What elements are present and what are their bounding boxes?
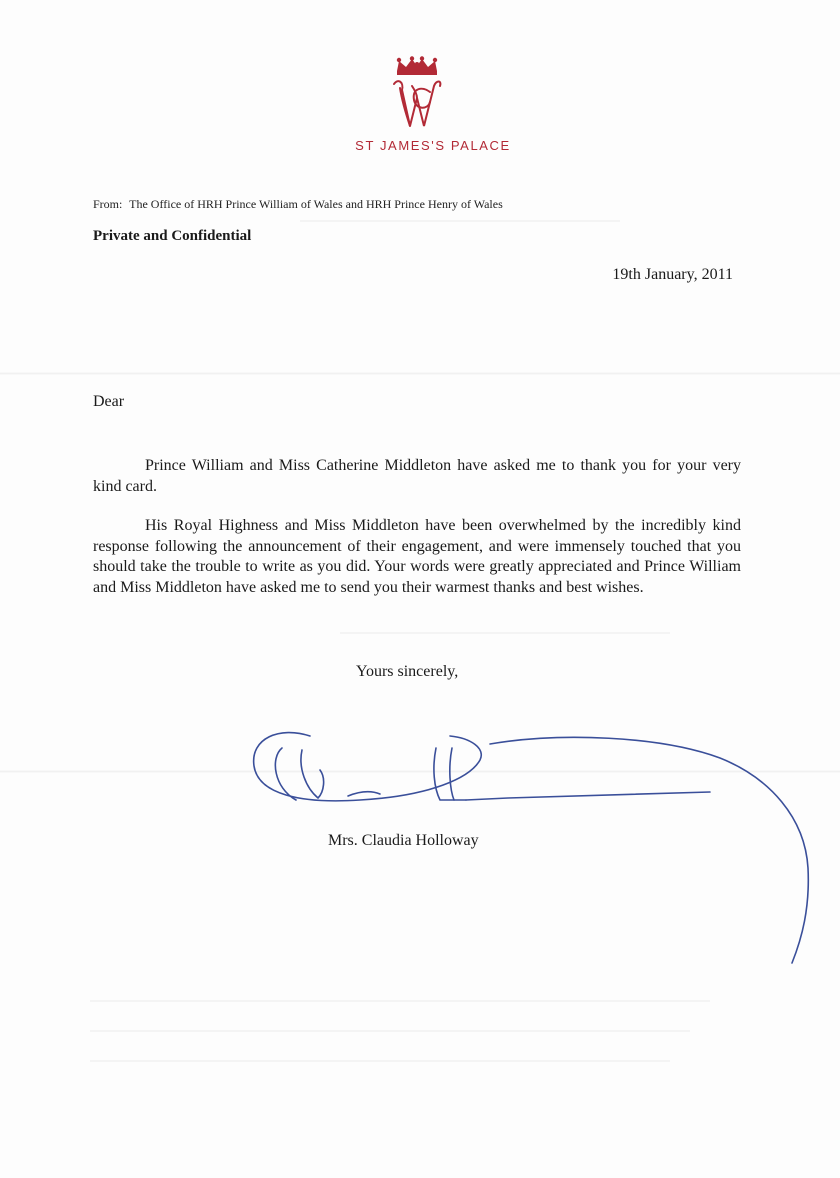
confidentiality-label: Private and Confidential [93, 228, 252, 244]
show-through-mark [90, 1060, 670, 1062]
show-through-mark [300, 220, 620, 222]
signatory-name: Mrs. Claudia Holloway [328, 832, 479, 849]
paper-fold-upper [0, 372, 840, 375]
show-through-mark [90, 1000, 710, 1002]
crown-monogram-icon [382, 56, 452, 136]
show-through-mark [90, 1030, 690, 1032]
handwritten-signature [240, 718, 820, 978]
from-line [93, 197, 503, 212]
palace-name: ST JAMES'S PALACE [355, 138, 511, 153]
letter-date: 19th January, 2011 [612, 266, 733, 283]
salutation: Dear [93, 393, 125, 410]
show-through-mark [340, 632, 670, 634]
paragraph-text: His Royal Highness and Miss Middleton have been overwhelmed by the incredibly kind response following the announcement of their engagement, and were immensely touched that you should take the trouble to write as you did. Your words were greatly appreciated and Prince William and Miss Middleton have asked me to send you their warmest thanks and best wishes. [93, 517, 741, 596]
from-text: The Office of HRH Prince William of Wales and HRH Prince Henry of Wales [129, 197, 503, 211]
from-label: From: [93, 197, 123, 211]
body-paragraph-2 [93, 516, 741, 598]
paragraph-text: Prince William and Miss Catherine Middleton have asked me to thank you for your very kind card. [93, 457, 741, 495]
closing: Yours sincerely, [356, 663, 459, 680]
body-paragraph-1 [93, 456, 741, 497]
